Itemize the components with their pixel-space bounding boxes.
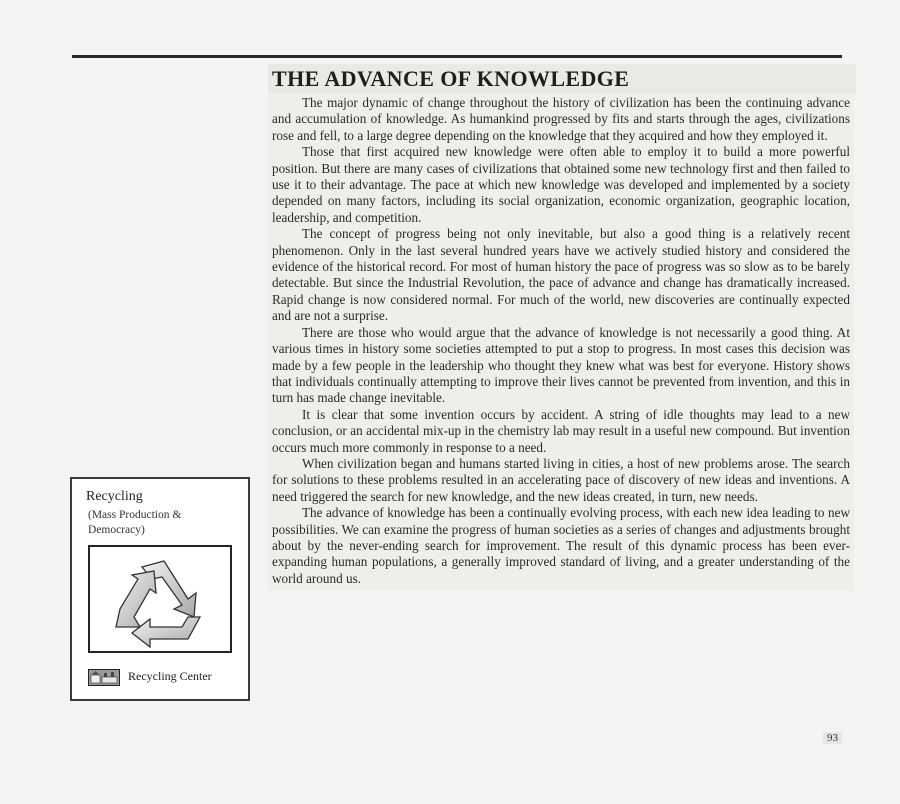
paragraph: The concept of progress being not only inevitable, but also a good thing is a relatively recent phenomenon. Only in the last several hundred years have we actively studied history and considered the evidence of the historical record. For most of human history the pace of progress was so slow as to be barely detectable. But since the Industrial Revolution, the pace of advance and change has dramatically increased. Rapid change is now considered normal. For much of the world, new discoveries are continually expected and are not a surprise. [272,226,850,324]
top-rule [72,55,842,58]
paragraph: There are those who would argue that the advance of knowledge is not necessarily a good thing. At various times in history some societies attempted to put a stop to progress. In most cases this decision was made by a few people in the leadership who thought they knew what was best for everyone. History shows that individuals continually attempting to improve their lives cannot be prevented from invention, and this in turn has made change inevitable. [272,324,850,406]
paragraph: The advance of knowledge has been a continually evolving process, with each new idea leading to new possibilities. We can examine the progress of human societies as a series of changes and adjustments brought about by the never-ending search for improvement. The result of this dynamic process has been ever-expanding human populations, a generally improved standard of living, and a greater understanding of the world around us. [272,505,850,586]
paragraph: It is clear that some invention occurs by accident. A string of idle thoughts may lead to a new conclusion, or an accidental mix-up in the chemistry lab may result in a useful new compound. But invention occurs much more commonly in response to a need. [272,406,850,455]
prerequisite-line: (Mass Production & [88,509,182,521]
paragraph: The major dynamic of change throughout the history of civilization has been the continuing advance and accumulation of knowledge. As humankind progressed by fits and starts through the ages, civilizations rose and fell, to a large degree depending on the knowledge that they acquired and how they employed it. [272,95,850,143]
paragraph: Those that first acquired new knowledge were often able to employ it to build a more powerful position. But there are many cases of civilizations that obtained some new technology first and then failed to use it to their advantage. The pace at which new knowledge was developed and implemented by a society depended on many factors, including its social organization, economic organization, geographic location, leadership, and competition. [272,144,850,225]
building-label: Recycling Center [128,669,212,683]
advance-prerequisites [88,508,181,538]
advance-sidebar-box [70,477,250,701]
page-number: 93 [823,732,842,744]
recycling-center-icon [88,669,120,686]
advance-image [88,545,232,653]
prerequisite-line: Democracy) [88,524,145,536]
article-body [268,95,854,591]
page-title: THE ADVANCE OF KNOWLEDGE [268,64,856,94]
advance-title: Recycling [86,489,143,504]
recycling-arrows-icon [90,547,230,651]
paragraph: When civilization began and humans started living in cities, a host of new problems arose. The search for solutions to these problems resulted in an accelerating pace of discovery of new ideas and inventions. A need triggered the search for new knowledge, and the new ideas created, in turn, new needs. [272,455,850,504]
